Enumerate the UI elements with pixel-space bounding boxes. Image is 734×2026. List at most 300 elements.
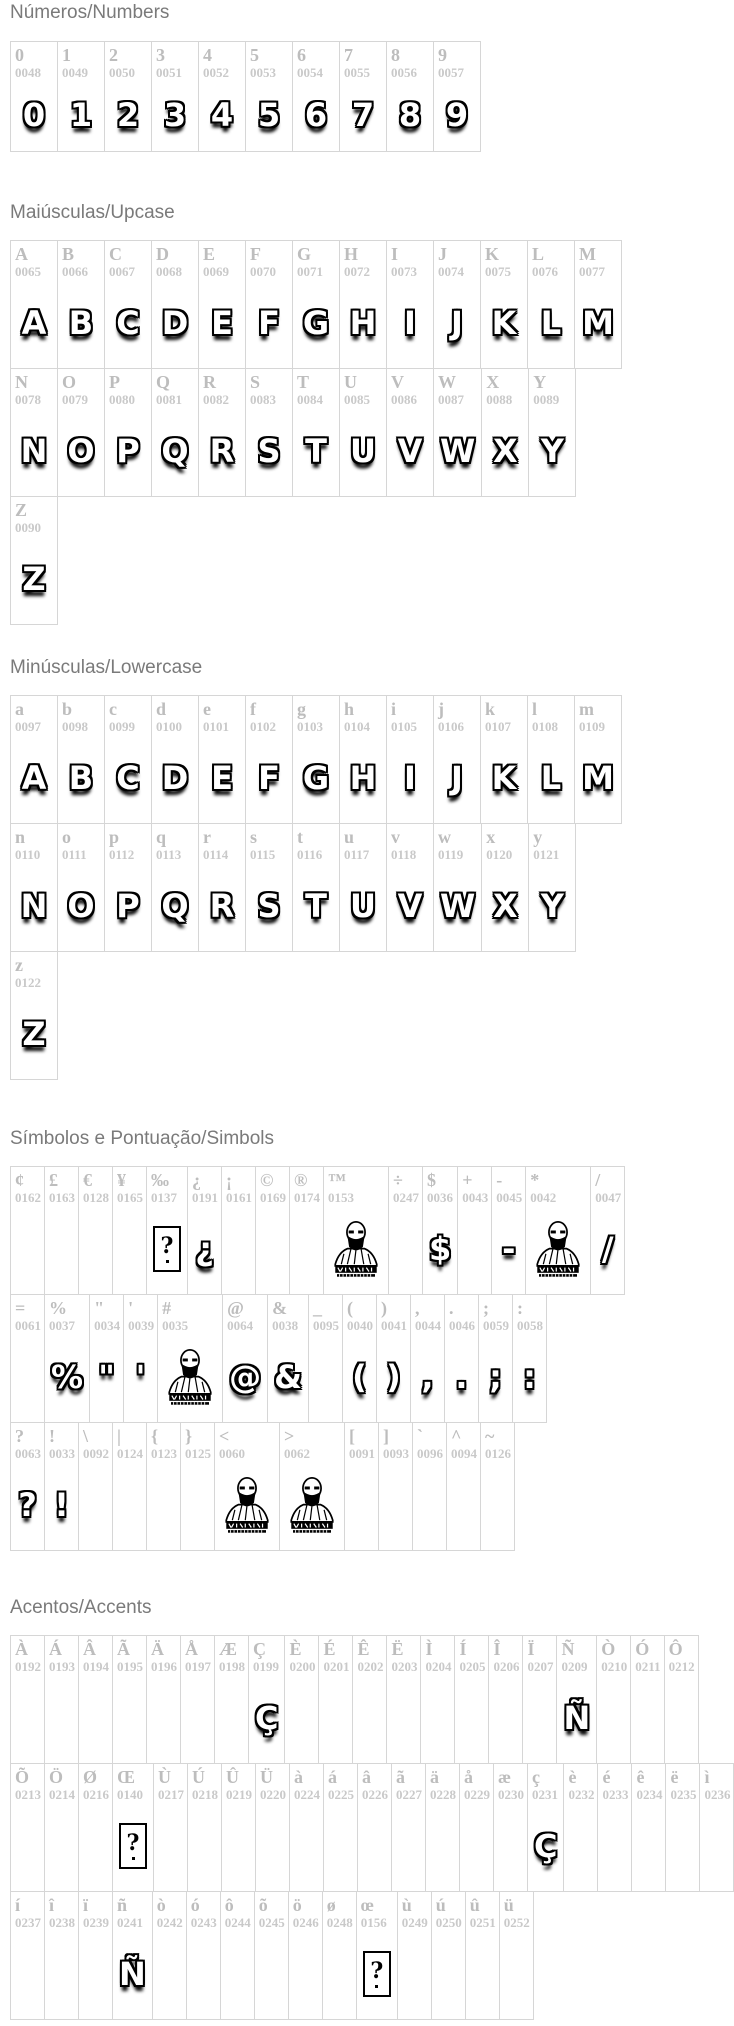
char-label: x (486, 827, 496, 847)
code-label: 0224 (294, 1787, 320, 1802)
glyph-cell-0163 (44, 1166, 79, 1295)
glyph-cell-0174 (289, 1166, 324, 1295)
glyph-cell-0165 (112, 1166, 147, 1295)
char-label: % (49, 1298, 67, 1318)
char-label: 6 (297, 45, 306, 65)
glyph-cell-0228 (425, 1763, 460, 1892)
glyph-box (113, 1466, 146, 1550)
font-glyph: Ç (255, 1699, 279, 1737)
font-glyph: Z (22, 1015, 46, 1053)
font-glyph: F (258, 304, 280, 342)
char-label: À (15, 1639, 28, 1659)
glyph-box (434, 739, 480, 823)
char-label: á (328, 1767, 337, 1787)
font-glyph: T (305, 887, 327, 925)
code-label: 0235 (670, 1787, 697, 1802)
glyph-cell-0055 (339, 41, 387, 152)
glyph-box (523, 1679, 556, 1763)
cell-head (340, 369, 386, 412)
glyph-cell-0126 (480, 1422, 515, 1551)
char-label: b (62, 699, 73, 719)
font-glyph: ! (54, 1486, 69, 1524)
glyph-box (153, 1935, 186, 2019)
glyph-box (113, 1210, 146, 1294)
glyph-cell-0199 (248, 1635, 285, 1764)
glyph-box (246, 284, 292, 368)
char-label: Ë (391, 1639, 404, 1659)
char-label: ` (417, 1426, 423, 1446)
code-label: 0085 (344, 392, 370, 407)
cell-head (199, 824, 245, 867)
cell-head (353, 1636, 386, 1679)
cell-head (309, 1295, 342, 1338)
cell-head (246, 241, 292, 284)
code-label: 0052 (203, 65, 229, 80)
code-label: 0246 (292, 1915, 319, 1930)
font-glyph: S (257, 432, 281, 470)
cell-head (575, 696, 621, 739)
code-label: 0054 (297, 65, 323, 80)
cell-head (199, 369, 245, 412)
glyph-cell-0052 (198, 41, 246, 152)
font-glyph: K (491, 759, 517, 797)
code-label: 0053 (250, 65, 276, 80)
section-title-symbols: Símbolos e Pontuação/Simbols (10, 1128, 275, 1149)
glyph-box (11, 1466, 44, 1550)
char-label: / (595, 1170, 601, 1190)
char-label: L (532, 244, 545, 264)
code-label: 0049 (62, 65, 88, 80)
code-label: 0227 (396, 1787, 422, 1802)
code-label: 0050 (109, 65, 135, 80)
cell-head (319, 1636, 352, 1679)
glyph-cell-0062 (279, 1422, 345, 1551)
glyph-box (188, 1807, 221, 1891)
char-label: Œ (117, 1767, 135, 1787)
code-label: 0060 (219, 1446, 245, 1461)
glyph-box (411, 1338, 444, 1422)
code-label: 0034 (94, 1318, 121, 1333)
code-label: 0234 (636, 1787, 663, 1802)
char-label: æ (498, 1767, 511, 1787)
font-glyph: I (404, 304, 416, 342)
code-label: 0232 (568, 1787, 595, 1802)
cell-head (411, 1295, 444, 1338)
glyph-cell-0104 (339, 695, 387, 824)
font-glyph: B (68, 304, 94, 342)
code-label: 0056 (391, 65, 417, 80)
cell-head (324, 1167, 388, 1210)
glyph-cell-0115 (245, 823, 293, 952)
code-label: 0202 (357, 1659, 384, 1674)
char-label: K (485, 244, 500, 264)
glyph-cell-0103 (292, 695, 340, 824)
char-label: H (344, 244, 359, 264)
code-label: 0156 (360, 1915, 387, 1930)
glyph-box (492, 1210, 525, 1294)
glyph-cell-0249 (397, 1891, 432, 2020)
glyph-box (79, 1210, 112, 1294)
glyph-box (215, 1466, 279, 1550)
code-label: 0081 (156, 392, 182, 407)
glyph-row (10, 695, 651, 824)
glyph-cell-0093 (378, 1422, 413, 1551)
char-label: y (533, 827, 543, 847)
glyph-box (215, 1679, 248, 1763)
font-glyph: - (502, 1230, 516, 1268)
glyph-box (79, 1466, 112, 1550)
cell-head (147, 1167, 187, 1210)
glyph-box (223, 1338, 267, 1422)
glyph-cell-0065 (10, 240, 58, 369)
cell-head (181, 1636, 214, 1679)
cell-head (458, 1167, 491, 1210)
glyph-box (45, 1807, 78, 1891)
code-label: 0245 (258, 1915, 285, 1930)
code-label: 0104 (344, 719, 370, 734)
cell-head (105, 696, 151, 739)
glyph-cell-0084 (292, 368, 340, 497)
glyph-row (10, 1294, 651, 1423)
glyph-cell-0243 (186, 1891, 221, 2020)
glyph-cell-0105 (386, 695, 434, 824)
cell-head (591, 1167, 624, 1210)
cell-head (340, 241, 386, 284)
char-label: ë (670, 1767, 679, 1787)
char-label: [ (349, 1426, 355, 1446)
char-label: w (438, 827, 451, 847)
code-label: 0229 (464, 1787, 490, 1802)
cell-head (113, 1636, 146, 1679)
glyph-cell-0206 (488, 1635, 523, 1764)
glyph-box (79, 1807, 112, 1891)
code-label: 0248 (326, 1915, 353, 1930)
glyph-box (421, 1679, 454, 1763)
glyph-box (340, 284, 386, 368)
glyph-box (358, 1807, 391, 1891)
code-label: 0231 (532, 1787, 558, 1802)
char-label: ‰ (151, 1170, 169, 1190)
cell-head (290, 1167, 323, 1210)
char-label: Ç (253, 1639, 266, 1659)
cell-head (423, 1167, 457, 1210)
glyph-box (11, 1679, 44, 1763)
glyph-cell-0114 (198, 823, 246, 952)
cell-head (597, 1636, 630, 1679)
char-label: î (49, 1895, 55, 1915)
glyph-box (58, 739, 104, 823)
code-label: 0068 (156, 264, 182, 279)
glyph-box (293, 739, 339, 823)
glyph-cell-0111 (57, 823, 105, 952)
glyph-cell-0108 (527, 695, 575, 824)
char-label: £ (49, 1170, 58, 1190)
char-label: 5 (250, 45, 259, 65)
code-label: 0203 (391, 1659, 418, 1674)
font-glyph: F (258, 759, 280, 797)
glyph-cell-0090 (10, 496, 58, 625)
cell-head (489, 1636, 522, 1679)
glyph-cell-0112 (104, 823, 152, 952)
code-label: 0080 (109, 392, 135, 407)
code-label: 0252 (503, 1915, 530, 1930)
glyph-cell-0205 (454, 1635, 489, 1764)
code-label: 0126 (485, 1446, 511, 1461)
glyph-box (323, 1935, 356, 2019)
cell-head (152, 241, 198, 284)
glyph-cell-0225 (323, 1763, 358, 1892)
cell-head (481, 241, 527, 284)
font-glyph: B (68, 759, 94, 797)
code-label: 0089 (533, 392, 560, 407)
cell-head (11, 369, 57, 412)
glyph-box (152, 739, 198, 823)
cell-head (575, 241, 621, 284)
glyph-box (340, 412, 386, 496)
char-label: õ (258, 1895, 268, 1915)
code-label: 0051 (156, 65, 182, 80)
section-lower (10, 657, 651, 1080)
glyph-cell-0224 (289, 1763, 324, 1892)
glyph-box (11, 412, 57, 496)
glyph-cell-0080 (104, 368, 152, 497)
font-glyph: Ñ (563, 1699, 591, 1737)
char-label: ¿ (192, 1170, 201, 1190)
char-label: h (344, 699, 355, 719)
char-label: é (602, 1767, 611, 1787)
glyph-cell-0196 (146, 1635, 181, 1764)
glyph-box (513, 1338, 546, 1422)
font-glyph: A (21, 304, 47, 342)
glyph-cell-0220 (255, 1763, 290, 1892)
glyph-cell-0109 (574, 695, 622, 824)
char-label: 9 (438, 45, 447, 65)
notdef-glyph: ? (153, 1226, 181, 1272)
code-label: 0088 (486, 392, 513, 407)
cell-head (324, 1764, 357, 1807)
glyph-box (45, 1210, 78, 1294)
cell-head (79, 1636, 112, 1679)
glyph-box (124, 1338, 157, 1422)
glyph-box (631, 1679, 663, 1763)
font-glyph: ? (18, 1486, 37, 1524)
glyph-cell-0050 (104, 41, 152, 152)
char-label: = (15, 1298, 26, 1318)
section-accents (10, 1597, 731, 2020)
glyph-box (45, 1466, 78, 1550)
code-label: 0109 (579, 719, 605, 734)
char-label: M (579, 244, 596, 264)
code-label: 0169 (260, 1190, 286, 1205)
glyph-box (11, 867, 57, 951)
cell-head (268, 1295, 308, 1338)
char-label: ? (15, 1426, 24, 1446)
char-label: ø (326, 1895, 336, 1915)
cell-head (345, 1423, 378, 1466)
cell-head (11, 1764, 44, 1807)
cell-head (466, 1892, 499, 1935)
code-label: 0211 (635, 1659, 661, 1674)
font-glyph: I (404, 759, 416, 797)
cell-head (45, 1423, 78, 1466)
code-label: 0163 (49, 1190, 75, 1205)
glyph-cell-0041 (376, 1294, 411, 1423)
code-label: 0226 (362, 1787, 388, 1802)
glyph-cell-0214 (44, 1763, 79, 1892)
cell-head (113, 1892, 152, 1935)
glyph-cell-0118 (386, 823, 434, 952)
font-glyph: H (349, 759, 377, 797)
char-label: " (94, 1298, 105, 1318)
char-label: Ã (117, 1639, 130, 1659)
font-glyph: S (257, 887, 281, 925)
glyph-box (455, 1679, 488, 1763)
code-label: 0122 (15, 975, 41, 990)
glyph-row (10, 1166, 651, 1295)
glyph-cell-0119 (433, 823, 482, 952)
char-label: X (486, 372, 500, 392)
code-label: 0124 (117, 1446, 143, 1461)
char-label: v (391, 827, 400, 847)
char-label: è (568, 1767, 577, 1787)
char-label: p (109, 827, 120, 847)
char-label: ^ (451, 1426, 462, 1446)
font-glyph: R (209, 887, 235, 925)
glyph-box (357, 1935, 397, 2019)
char-label: S (250, 372, 261, 392)
code-label: 0137 (151, 1190, 177, 1205)
glyph-cell-0110 (10, 823, 58, 952)
font-glyph: L (540, 759, 562, 797)
char-label: 7 (344, 45, 353, 65)
char-label: Æ (219, 1639, 237, 1659)
glyph-cell-0045 (491, 1166, 526, 1295)
char-label: Ò (601, 1639, 616, 1659)
glyph-cell-0083 (245, 368, 293, 497)
cell-head (187, 1892, 220, 1935)
cell-head (340, 696, 386, 739)
char-label: # (162, 1298, 172, 1318)
font-glyph: E (211, 759, 233, 797)
code-label: 0250 (435, 1915, 462, 1930)
cell-head (482, 369, 528, 412)
glyph-box (466, 1935, 499, 2019)
char-label: ~ (485, 1426, 495, 1446)
char-label: - (496, 1170, 503, 1190)
glyph-cell-0077 (574, 240, 622, 369)
glyph-box (293, 867, 339, 951)
cell-head (181, 1423, 214, 1466)
glyph-cell-0235 (665, 1763, 700, 1892)
char-label: ó (190, 1895, 200, 1915)
cell-head (343, 1295, 376, 1338)
char-label: * (530, 1170, 540, 1190)
char-label: ü (503, 1895, 514, 1915)
cell-head (58, 369, 104, 412)
glyph-cell-0203 (386, 1635, 421, 1764)
cell-head (152, 42, 198, 85)
notdef-glyph: ? (363, 1951, 391, 1997)
glyph-cell-0122 (10, 951, 58, 1080)
char-label: Ø (83, 1767, 98, 1787)
glyph-cell-0233 (597, 1763, 632, 1892)
font-glyph: M (582, 304, 614, 342)
char-label: | (117, 1426, 121, 1446)
glyph-box (293, 85, 339, 151)
cell-head (105, 824, 151, 867)
code-label: 0047 (595, 1190, 622, 1205)
cell-head (11, 952, 57, 995)
char-label: e (203, 699, 211, 719)
cell-head (528, 696, 574, 739)
font-glyph: 3 (163, 96, 187, 134)
char-label: É (323, 1639, 336, 1659)
font-glyph: : (523, 1358, 536, 1396)
char-label: ] (383, 1426, 389, 1446)
glyph-cell-0070 (245, 240, 293, 369)
code-label: 0236 (704, 1787, 731, 1802)
glyph-cell-0128 (78, 1166, 113, 1295)
glyph-box (665, 1679, 698, 1763)
code-label: 0101 (203, 719, 229, 734)
char-label: Ñ (561, 1639, 575, 1659)
char-label: Ü (260, 1767, 273, 1787)
code-label: 0044 (414, 1318, 441, 1333)
cell-head (445, 1295, 478, 1338)
code-label: 0039 (128, 1318, 155, 1333)
glyph-cell-0236 (699, 1763, 734, 1892)
code-label: 0071 (297, 264, 323, 279)
char-label: G (297, 244, 312, 264)
char-label: < (219, 1426, 230, 1446)
cell-head (215, 1636, 248, 1679)
code-label: 0123 (151, 1446, 177, 1461)
code-label: 0193 (49, 1659, 75, 1674)
char-label: O (62, 372, 77, 392)
cell-head (434, 824, 481, 867)
char-label: V (391, 372, 404, 392)
code-label: 0251 (469, 1915, 496, 1930)
char-label: Ö (49, 1767, 64, 1787)
glyph-box (158, 1338, 222, 1422)
glyph-box (564, 1807, 597, 1891)
code-label: 0087 (438, 392, 464, 407)
font-glyph: 4 (210, 96, 234, 134)
char-label: ï (83, 1895, 89, 1915)
font-glyph: L (540, 304, 562, 342)
font-glyph: @ (229, 1358, 262, 1396)
cell-head (323, 1892, 356, 1935)
char-label: Å (185, 1639, 198, 1659)
glyph-cell-0037 (44, 1294, 90, 1423)
glyph-cell-0102 (245, 695, 293, 824)
char-label: @ (227, 1298, 244, 1318)
cell-head (199, 241, 245, 284)
font-glyph: H (349, 304, 377, 342)
char-label: t (297, 827, 303, 847)
cell-head (152, 369, 198, 412)
cell-head (255, 1892, 288, 1935)
char-label: ê (636, 1767, 645, 1787)
cell-head (199, 696, 245, 739)
code-label: 0209 (561, 1659, 588, 1674)
glyph-cell-0169 (255, 1166, 290, 1295)
cell-head (152, 824, 198, 867)
char-label: C (109, 244, 122, 264)
char-label: ì (704, 1767, 710, 1787)
cell-head (11, 824, 57, 867)
char-label: Ó (635, 1639, 650, 1659)
